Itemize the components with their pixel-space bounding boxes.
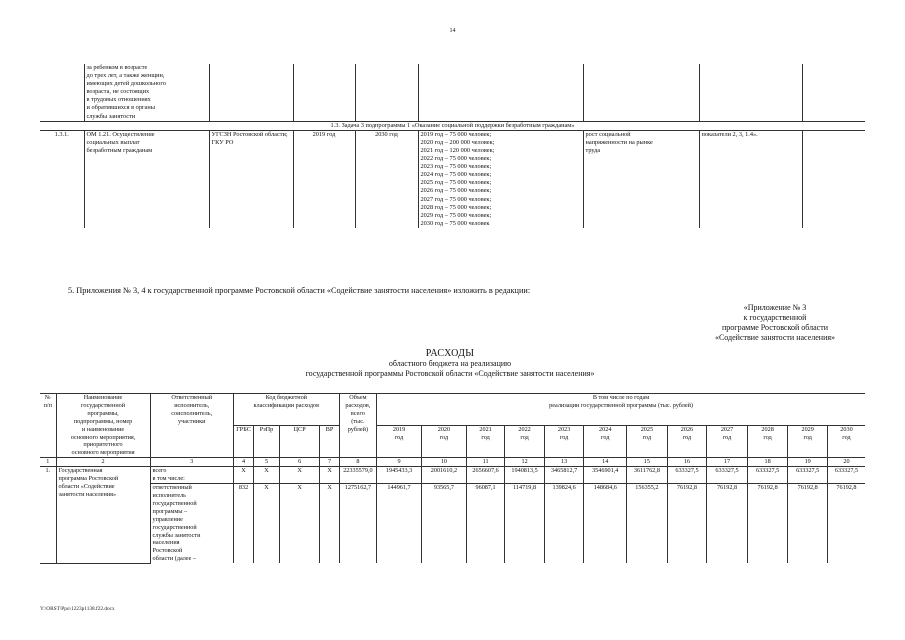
row-executor-line: исполнитель [152, 491, 186, 499]
column-numbers-row [40, 458, 865, 467]
title-sub1: областного бюджета на реализацию [388, 359, 512, 368]
target-line: 2019 год – 75 000 человек; [420, 130, 492, 138]
target-line: 2024 год – 75 000 человек; [420, 171, 492, 179]
column-number: 20 [827, 458, 865, 467]
header-name-line: подпрограммы, номер [73, 417, 133, 425]
year-value: 633327,5 [747, 467, 788, 484]
target-line: 2023 год – 75 000 человек; [420, 163, 492, 171]
column-number: 12 [505, 458, 545, 467]
appendix-line: «Содействие занятости населения» [714, 333, 836, 342]
header-year-2030-line: год [842, 434, 851, 442]
header-year-2024 [584, 426, 627, 458]
program-name-line: занятости населения» [58, 490, 117, 498]
target-line: 2029 год – 75 000 человек; [420, 211, 492, 219]
row-total: 22335579,0 [339, 467, 376, 484]
header-year-2028 [747, 426, 788, 458]
header-year-2019-line: 2019 [392, 426, 406, 434]
appendix-line: к государственной [743, 313, 807, 322]
measure-name-line: ОМ 1.21. Осуществление [86, 130, 155, 138]
header-total-line: рублей) [347, 425, 369, 433]
header-code-ГРБС: ГРБС [233, 426, 253, 458]
year-value: 156355,2 [627, 484, 668, 564]
header-year-2023-line: год [559, 434, 569, 442]
target-line: 2021 год – 120 000 человек; [420, 146, 495, 154]
column-number: 18 [747, 458, 788, 467]
year-value: 76192,8 [747, 484, 788, 564]
column-number: 11 [466, 458, 504, 467]
year-value: 1945433,3 [377, 467, 422, 484]
year-value: 76192,8 [667, 484, 707, 564]
header-executor-line: Ответственный [171, 394, 213, 401]
year-value: 633327,5 [667, 467, 707, 484]
column-number: 9 [377, 458, 422, 467]
header-year-2027 [707, 426, 748, 458]
header-year-2020-line: 2020 [437, 426, 451, 434]
table-header-row [40, 394, 865, 426]
year-value: 96087,1 [466, 484, 504, 564]
program-name-line: области «Содействие [58, 483, 115, 491]
row-executor-line: государственной [152, 523, 197, 531]
header-year-2027-line: 2027 [720, 426, 734, 434]
year-value: 148684,6 [584, 484, 627, 564]
table-row [40, 484, 865, 564]
measure-consequence [583, 130, 699, 228]
header-year-2025 [627, 426, 668, 458]
year-value: 2001610,2 [421, 467, 466, 484]
column-number: 1 [40, 458, 56, 467]
header-name-line: программы, [87, 409, 119, 417]
row-executor-line: Ростовской [152, 547, 183, 555]
header-name [56, 394, 150, 458]
program-name [56, 467, 150, 563]
header-name-line: основного мероприятия, [70, 433, 136, 441]
code-vr: X [320, 467, 339, 484]
continuation-line: и обратившихся в органы [86, 104, 155, 112]
title-sub2: государственной программы Ростовской области «Содействие занятости населения» [305, 369, 595, 378]
appendix-line: «Приложение № 3 [743, 303, 807, 312]
header-year-2021 [466, 426, 504, 458]
year-value: 93565,7 [421, 484, 466, 564]
row-executor-line: всего [152, 467, 167, 475]
column-number: 4 [233, 458, 253, 467]
consequence-line: рост социальной [585, 130, 631, 138]
header-num-line: п/п [43, 401, 52, 409]
year-value: 3465812,7 [544, 467, 584, 484]
target-line: 2030 год – 75 000 человек [420, 219, 490, 227]
row-number: 1.3.1. [40, 130, 84, 228]
row-executor-line: населения [152, 539, 180, 547]
row-executor-line: области (далее – [152, 555, 197, 563]
target-line: 2020 год – 200 000 человек; [420, 138, 495, 146]
row-executor-line: государственной [152, 499, 197, 507]
year-value: 139824,6 [544, 484, 584, 564]
header-years-line: В том числе по годам [592, 394, 650, 401]
year-value: 144961,7 [377, 484, 422, 564]
header-year-2019 [377, 426, 422, 458]
footer-path: Y:\ORST\Ppo\1223p1138.f22.docx [40, 606, 115, 612]
year-value: 3546901,4 [584, 467, 627, 484]
column-number: 16 [667, 458, 707, 467]
header-executor-line: соисполнитель, [171, 409, 213, 417]
measure-end: 2030 год [355, 130, 418, 228]
header-year-2020 [421, 426, 466, 458]
year-value: 114719,8 [505, 484, 545, 564]
header-year-2029-line: год [803, 434, 812, 442]
header-code-line: классификации расходов [253, 401, 320, 409]
header-executor [150, 394, 233, 458]
header-year-2022 [505, 426, 545, 458]
header-year-2030 [827, 426, 865, 458]
year-value: 76192,8 [827, 484, 865, 564]
header-year-2029 [788, 426, 828, 458]
code-rzpr: X [254, 484, 280, 564]
continuation-line: в трудовых отношениях [86, 96, 151, 104]
header-year-2019-line: год [394, 434, 404, 442]
header-name-line: государственной [80, 401, 126, 409]
header-executor-line: исполнитель, [174, 401, 210, 409]
header-year-2022-line: год [520, 434, 529, 442]
code-grbs: 832 [233, 484, 253, 564]
code-rzpr: X [254, 467, 280, 484]
header-year-2029-line: 2029 [801, 426, 814, 434]
continuation-line: службы занятости [86, 112, 136, 120]
program-name-line: программа Ростовской [58, 475, 119, 483]
header-year-2027-line: год [722, 434, 732, 442]
row-executor-line: ответственный [152, 484, 192, 492]
target-line: 2027 год – 75 000 человек; [420, 195, 492, 203]
table-row [40, 130, 865, 228]
column-number: 6 [279, 458, 320, 467]
header-year-2025-line: год [642, 434, 652, 442]
target-line: 2026 год – 75 000 человек; [420, 187, 492, 195]
consequence-line: напряженности на рынке [585, 138, 653, 146]
header-year-2024-line: 2024 [599, 426, 612, 434]
code-vr: X [320, 484, 339, 564]
program-name-line: Государственная [58, 467, 103, 475]
row-executor-line: в том числе: [152, 475, 185, 483]
column-number: 17 [707, 458, 748, 467]
header-name-line: Наименование [83, 394, 123, 401]
header-budget-code [233, 394, 339, 426]
row-total: 1275162,7 [339, 484, 376, 564]
header-year-2028-line: год [763, 434, 772, 442]
header-name-line: приоритетного [83, 441, 123, 449]
year-value: 633327,5 [827, 467, 865, 484]
header-code-РзПр: РзПр [254, 426, 280, 458]
header-num [40, 394, 56, 458]
year-value: 76192,8 [788, 484, 828, 564]
header-total-line: расходов, [345, 401, 371, 409]
header-by-years [377, 394, 865, 426]
target-line: 2022 год – 75 000 человек; [420, 155, 492, 163]
consequence-line: труда [585, 146, 601, 154]
code-csr: X [279, 467, 320, 484]
row-executor-line: управление [152, 515, 183, 523]
header-code-line: Код бюджетной [265, 394, 307, 401]
row-executor-line: службы занятости [152, 531, 201, 539]
continuation-line: за ребенком в возрасте [86, 64, 148, 71]
measure-name [84, 130, 209, 228]
row-executor-line: программы – [152, 507, 188, 515]
column-number: 8 [339, 458, 376, 467]
row-executor [150, 467, 233, 484]
year-value: 633327,5 [707, 467, 748, 484]
header-year-2025-line: 2025 [640, 426, 654, 434]
top-measures-table [40, 64, 865, 228]
header-year-2026 [667, 426, 707, 458]
column-number: 14 [584, 458, 627, 467]
table-row [40, 64, 865, 121]
task-heading: 1.3. Задача 3 подпрограммы 1 «Оказание социальной поддержки безработным гражданам» [40, 121, 865, 130]
header-num-line: № [44, 394, 51, 401]
target-line: 2025 год – 75 000 человек; [420, 179, 492, 187]
measure-name-line: социальных выплат [86, 138, 140, 146]
measure-executor: УГСЗН Ростовской области; ГКУ РО [209, 130, 293, 228]
page-number: 14 [449, 28, 456, 34]
header-year-2026-line: год [682, 434, 692, 442]
expenses-table [40, 393, 865, 564]
header-total [339, 394, 376, 458]
appendix-heading [690, 303, 860, 343]
year-value: 76192,8 [707, 484, 748, 564]
continuation-line: возраста, не состоящих [86, 88, 150, 96]
continuation-cell [84, 64, 209, 121]
column-number: 13 [544, 458, 584, 467]
program-number: 1. [40, 467, 56, 563]
year-value: 633327,5 [788, 467, 828, 484]
header-code-ЦСР: ЦСР [279, 426, 320, 458]
column-number: 5 [254, 458, 280, 467]
header-year-2020-line: год [439, 434, 449, 442]
header-total-line: всего [350, 409, 365, 417]
header-year-2026-line: 2026 [680, 426, 694, 434]
header-years-line: реализации государственной программы (тыс. рублей) [549, 401, 693, 409]
code-csr: X [279, 484, 320, 564]
header-code-ВР: ВР [320, 426, 339, 458]
year-value: 3611762,8 [627, 467, 668, 484]
year-value: 1940813,5 [505, 467, 545, 484]
continuation-line: до трех лет, а также женщин, [86, 72, 165, 80]
column-number: 7 [320, 458, 339, 467]
appendix-line: программе Ростовской области [722, 323, 828, 332]
column-number: 2 [56, 458, 150, 467]
title-main: РАСХОДЫ [425, 348, 475, 359]
row-executor [150, 484, 233, 564]
header-year-2024-line: год [601, 434, 610, 442]
header-year-2021-line: 2021 [479, 426, 492, 434]
measure-indicators: показатели 2, 3, 1.4». [699, 130, 802, 228]
header-total-line: (тыс. [351, 417, 365, 425]
measure-name-line: безработным гражданам [86, 146, 153, 154]
year-value: 2656607,6 [466, 467, 504, 484]
column-number: 15 [627, 458, 668, 467]
table-row [40, 467, 865, 484]
expenses-title [200, 348, 700, 379]
header-name-line: и наименование [81, 425, 125, 433]
measure-targets [418, 130, 583, 228]
table-row [40, 121, 865, 130]
header-year-2022-line: 2022 [518, 426, 531, 434]
code-grbs: X [233, 467, 253, 484]
measure-start: 2019 год [293, 130, 355, 228]
header-total-line: Объем [349, 394, 367, 401]
header-name-line: основного мероприятия [71, 449, 135, 457]
header-year-2023 [544, 426, 584, 458]
paragraph-5: 5. Приложения № 3, 4 к государственной программе Ростовской области «Содействие занятости населения» изложить в редакции: [68, 286, 531, 295]
column-number: 19 [788, 458, 828, 467]
header-year-2028-line: 2028 [761, 426, 774, 434]
column-number: 10 [421, 458, 466, 467]
target-line: 2028 год – 75 000 человек; [420, 203, 492, 211]
header-year-2030-line: 2030 [840, 426, 853, 434]
column-number: 3 [150, 458, 233, 467]
header-year-2021-line: год [481, 434, 490, 442]
header-year-2023-line: 2023 [557, 426, 571, 434]
continuation-line: имеющих детей дошкольного [86, 80, 166, 88]
header-executor-line: участники [178, 417, 206, 425]
